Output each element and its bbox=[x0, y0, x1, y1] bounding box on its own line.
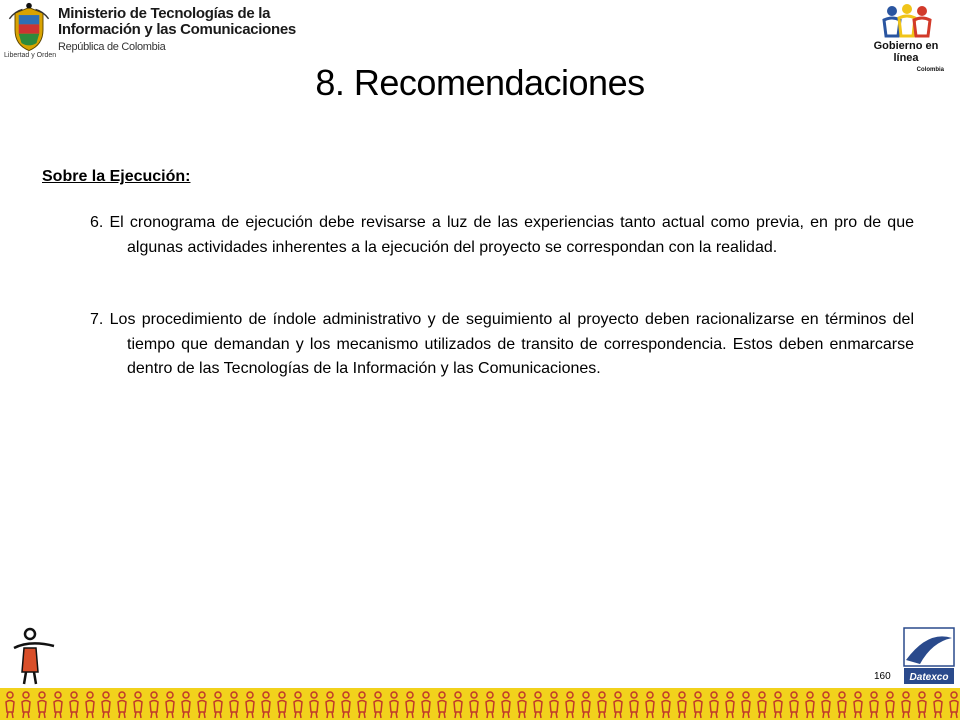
border-figure-icon bbox=[406, 692, 414, 718]
border-figure-icon bbox=[326, 692, 334, 718]
border-figure-icon bbox=[678, 692, 686, 718]
border-figure-icon bbox=[534, 692, 542, 718]
border-figure-icon bbox=[662, 692, 670, 718]
border-figure-icon bbox=[694, 692, 702, 718]
border-figure-icon bbox=[518, 692, 526, 718]
border-figure-icon bbox=[710, 692, 718, 718]
border-figure-icon bbox=[278, 692, 286, 718]
ministry-subtitle: República de Colombia bbox=[58, 41, 166, 53]
border-figure-icon bbox=[134, 692, 142, 718]
border-figure-icon bbox=[598, 692, 606, 718]
section-heading: Sobre la Ejecución: bbox=[42, 168, 191, 185]
border-figure-icon bbox=[726, 692, 734, 718]
datexco-logo-icon bbox=[902, 626, 956, 686]
border-figure-icon bbox=[118, 692, 126, 718]
border-figure-icon bbox=[934, 692, 942, 718]
border-figure-icon bbox=[502, 692, 510, 718]
ministry-logo-text bbox=[58, 6, 296, 55]
gobierno-logo-label: Gobierno en línea bbox=[873, 40, 939, 64]
border-figure-icon bbox=[774, 692, 782, 718]
border-figure-icon bbox=[806, 692, 814, 718]
coat-of-arms-icon bbox=[4, 2, 57, 59]
border-figure-icon bbox=[838, 692, 846, 718]
stick-figure-icon bbox=[10, 626, 60, 686]
border-figure-icon bbox=[86, 692, 94, 718]
border-figure-icon bbox=[742, 692, 750, 718]
border-figure-icon bbox=[54, 692, 62, 718]
border-figure-icon bbox=[422, 692, 430, 718]
border-figure-icon bbox=[310, 692, 318, 718]
border-figure-icon bbox=[102, 692, 110, 718]
border-figure-icon bbox=[230, 692, 238, 718]
border-figure-icon bbox=[454, 692, 462, 718]
border-figure-icon bbox=[358, 692, 366, 718]
border-figure-icon bbox=[886, 692, 894, 718]
border-figure-icon bbox=[630, 692, 638, 718]
border-figure-icon bbox=[214, 692, 222, 718]
border-figure-icon bbox=[950, 692, 958, 718]
border-figure-icon bbox=[70, 692, 78, 718]
page-number: 160 bbox=[874, 671, 891, 682]
border-figure-icon bbox=[790, 692, 798, 718]
border-figure-icon bbox=[438, 692, 446, 718]
motto: Libertad y Orden bbox=[4, 52, 57, 59]
border-figure-icon bbox=[150, 692, 158, 718]
border-figure-icon bbox=[166, 692, 174, 718]
border-figure-icon bbox=[470, 692, 478, 718]
border-figure-icon bbox=[22, 692, 30, 718]
border-figure-icon bbox=[614, 692, 622, 718]
ministry-line-1: Ministerio de Tecnologías de la bbox=[58, 5, 271, 22]
border-figure-icon bbox=[566, 692, 574, 718]
border-figure-icon bbox=[646, 692, 654, 718]
recommendation-item-6: 6. El cronograma de ejecución debe revisarse a luz de las experiencias tanto actual como previa, en pro de que algunas actividades inherentes a la ejecución del proyecto se correspondan con la realidad. bbox=[90, 214, 914, 256]
border-figure-icon bbox=[342, 692, 350, 718]
border-figure-icon bbox=[486, 692, 494, 718]
recommendation-item-7: 7. Los procedimiento de índole administrativo y de seguimiento al proyecto deben racionalizarse en términos del tiempo que demandan y los mecanismo utilizados de transito de correspondencia. Estos deben enmarcarse dentro de las Tecnologías de la Información y las Comunicaciones. bbox=[90, 311, 914, 377]
border-figure-icon bbox=[582, 692, 590, 718]
border-figure-icon bbox=[182, 692, 190, 718]
border-figure-icon bbox=[870, 692, 878, 718]
border-figure-icon bbox=[294, 692, 302, 718]
gobierno-logo-country: Colombia bbox=[916, 67, 944, 73]
border-figure-icon bbox=[38, 692, 46, 718]
decorative-figures-strip bbox=[0, 688, 960, 720]
border-figure-icon bbox=[918, 692, 926, 718]
border-figure-icon bbox=[550, 692, 558, 718]
border-figure-icon bbox=[902, 692, 910, 718]
border-figure-icon bbox=[822, 692, 830, 718]
border-figure-icon bbox=[758, 692, 766, 718]
decorative-border bbox=[0, 688, 960, 720]
border-figure-icon bbox=[374, 692, 382, 718]
border-figure-icon bbox=[854, 692, 862, 718]
border-figure-icon bbox=[246, 692, 254, 718]
slide-title: 8. Recomendaciones bbox=[315, 62, 645, 103]
ministry-line-2: Información y las Comunicaciones bbox=[58, 21, 296, 38]
border-figure-icon bbox=[198, 692, 206, 718]
border-figure-icon bbox=[6, 692, 14, 718]
border-figure-icon bbox=[262, 692, 270, 718]
border-figure-icon bbox=[390, 692, 398, 718]
datexco-label: Datexco bbox=[909, 672, 949, 683]
